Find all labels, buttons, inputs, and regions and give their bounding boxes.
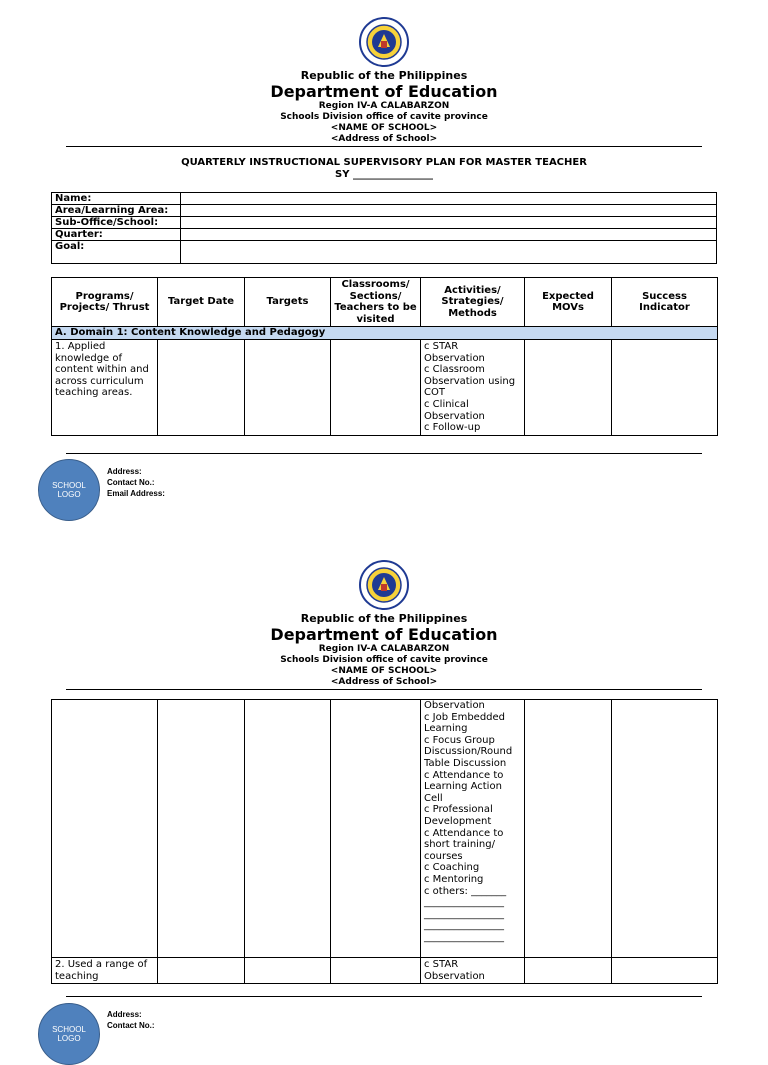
- row1-classrooms-cont[interactable]: [331, 700, 421, 958]
- header-divider: [66, 689, 702, 690]
- col-header-programs: Programs/ Projects/ Thrust: [52, 278, 158, 327]
- col-header-classrooms: Classrooms/ Sections/ Teachers to be visited: [331, 278, 421, 327]
- row2-classrooms[interactable]: [331, 958, 421, 984]
- division-label: Schools Division office of cavite province: [280, 112, 488, 122]
- footer-contact-block: Address: Contact No.: Email Address:: [107, 467, 165, 498]
- row1-program: 1. Applied knowledge of content within and across curriculum teaching areas.: [52, 339, 158, 435]
- footer-divider: [66, 996, 702, 997]
- plan-table-continued: [51, 699, 718, 984]
- school-name: <NAME OF SCHOOL>: [330, 123, 438, 133]
- info-label-name: Name:: [52, 193, 181, 205]
- footer-contact-block: Address: Contact No.:: [107, 1010, 155, 1030]
- row1-success[interactable]: [612, 339, 718, 435]
- info-value-area[interactable]: [181, 205, 717, 217]
- info-label-goal: Goal:: [52, 241, 181, 264]
- row1-targets-cont[interactable]: [245, 700, 331, 958]
- plan-title: QUARTERLY INSTRUCTIONAL SUPERVISORY PLAN FOR MASTER TEACHER: [181, 157, 587, 168]
- school-address: <Address of School>: [330, 134, 438, 144]
- row1-activities-cont: Observation c Job Embedded Learning c Focus Group Discussion/Round Table Discussion c Attendance to Learning Action Cell c Professional Development c Attendance to short training/ courses c Coaching c Mentoring c others: _______ ________________ ________________ ________________ ________________: [421, 700, 525, 958]
- info-value-quarter[interactable]: [181, 229, 717, 241]
- department-title: Department of Education: [270, 625, 498, 644]
- info-value-suboffice[interactable]: [181, 217, 717, 229]
- row1-program-cont: [52, 700, 158, 958]
- row1-movs[interactable]: [525, 339, 612, 435]
- school-address: <Address of School>: [330, 677, 438, 687]
- plan-table: [51, 277, 718, 436]
- domain-1-row: A. Domain 1: Content Knowledge and Pedagogy: [52, 327, 718, 340]
- col-header-target-date: Target Date: [158, 278, 245, 327]
- info-label-quarter: Quarter:: [52, 229, 181, 241]
- row1-target-date-cont[interactable]: [158, 700, 245, 958]
- deped-seal-icon: [359, 17, 409, 67]
- row1-success-cont[interactable]: [612, 700, 718, 958]
- row1-activities: c STAR Observation c Classroom Observation using COT c Clinical Observation c Follow-up: [421, 339, 525, 435]
- row1-targets[interactable]: [245, 339, 331, 435]
- school-logo: SCHOOL LOGO: [38, 1003, 100, 1065]
- republic-label: Republic of the Philippines: [300, 69, 468, 82]
- row1-movs-cont[interactable]: [525, 700, 612, 958]
- col-header-success: Success Indicator: [612, 278, 718, 327]
- info-label-suboffice: Sub-Office/School:: [52, 217, 181, 229]
- row2-program: 2. Used a range of teaching: [52, 958, 158, 984]
- col-header-targets: Targets: [245, 278, 331, 327]
- division-label: Schools Division office of cavite province: [280, 655, 488, 665]
- row1-target-date[interactable]: [158, 339, 245, 435]
- row2-targets[interactable]: [245, 958, 331, 984]
- row2-activities: c STAR Observation: [421, 958, 525, 984]
- school-name: <NAME OF SCHOOL>: [330, 666, 438, 676]
- header-divider: [66, 146, 702, 147]
- school-year: SY ________________: [335, 169, 433, 180]
- info-label-area: Area/Learning Area:: [52, 205, 181, 217]
- school-logo: SCHOOL LOGO: [38, 459, 100, 521]
- row1-classrooms[interactable]: [331, 339, 421, 435]
- region-label: Region IV-A CALABARZON: [318, 644, 450, 654]
- republic-label: Republic of the Philippines: [300, 612, 468, 625]
- info-table: [51, 192, 717, 264]
- info-value-name[interactable]: [181, 193, 717, 205]
- row2-success[interactable]: [612, 958, 718, 984]
- row2-target-date[interactable]: [158, 958, 245, 984]
- region-label: Region IV-A CALABARZON: [318, 101, 450, 111]
- col-header-activities: Activities/ Strategies/ Methods: [421, 278, 525, 327]
- col-header-movs: Expected MOVs: [525, 278, 612, 327]
- footer-divider: [66, 453, 702, 454]
- department-title: Department of Education: [270, 82, 498, 101]
- deped-seal-icon: [359, 560, 409, 610]
- info-value-goal[interactable]: [181, 241, 717, 264]
- row2-movs[interactable]: [525, 958, 612, 984]
